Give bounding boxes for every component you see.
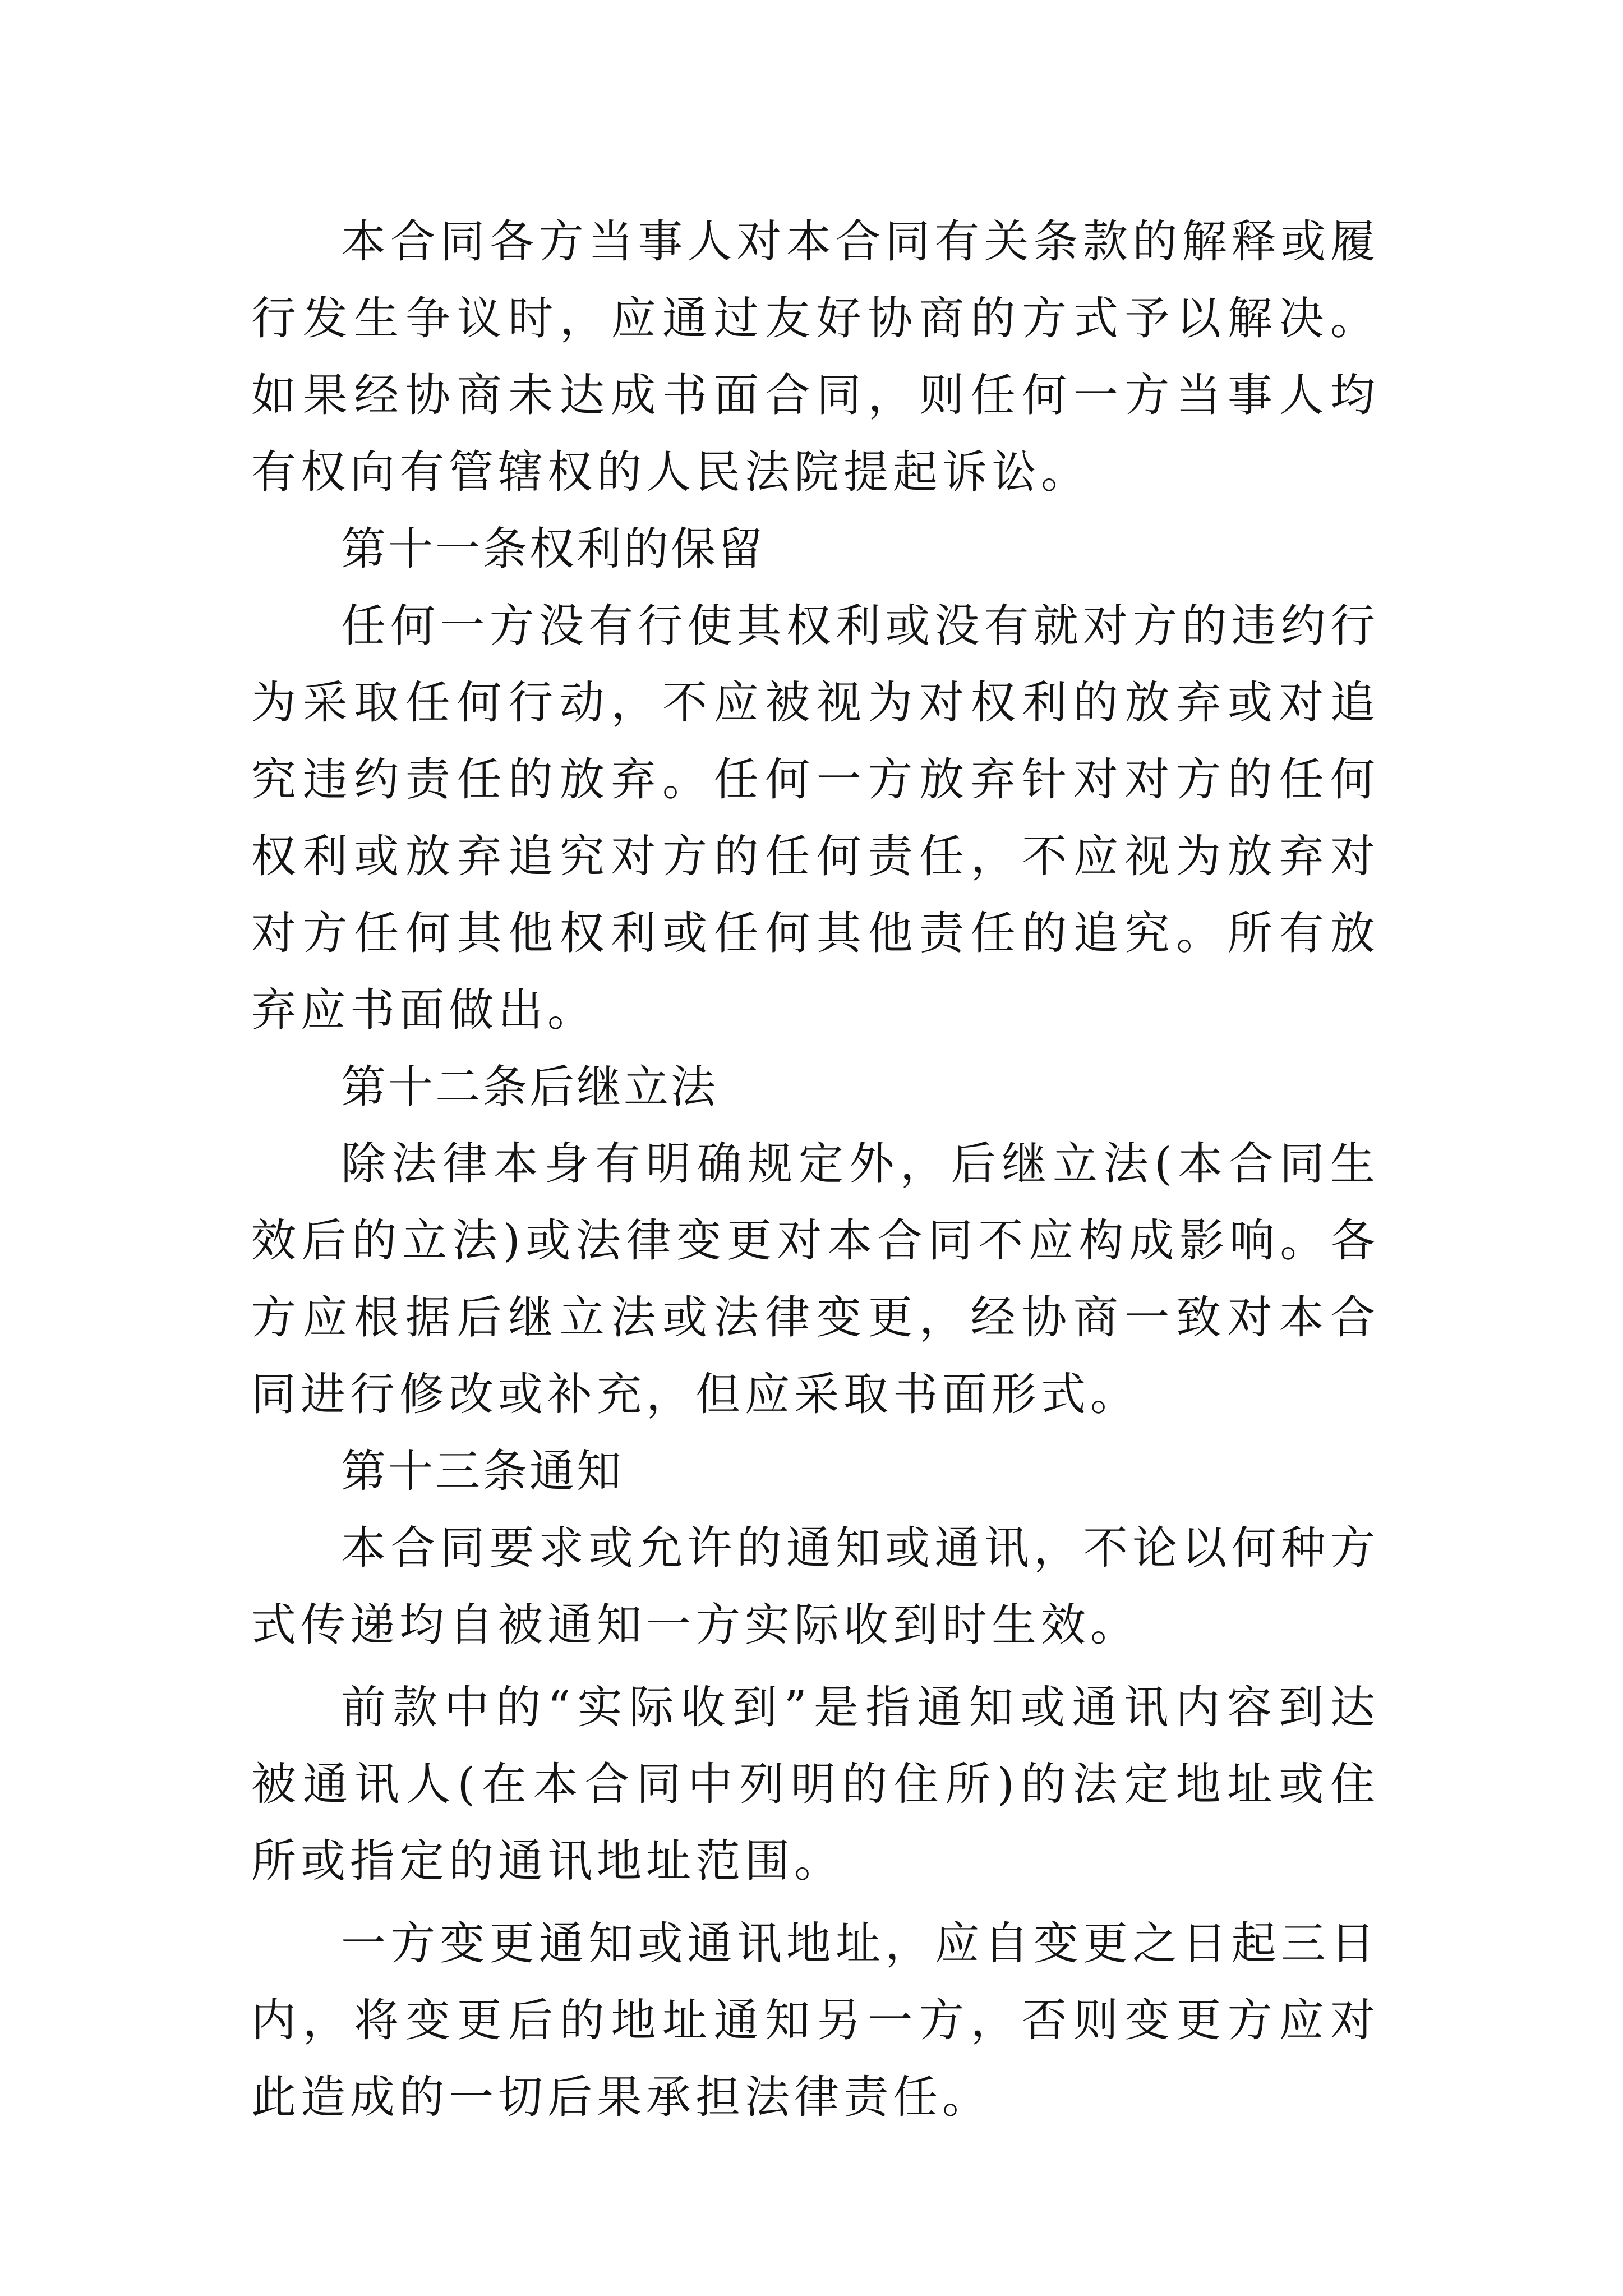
article-12-heading: 第十二条后继立法 [341,1061,718,1113]
paragraph-actual-receipt: 前款中的“实际收到”是指通知或通讯内容到达被通讯人(在本合同中列明的住所)的法定地址或住所或指定的通讯地址范围。 [251,1681,1380,1887]
paragraph-subsequent-legislation: 除法律本身有明确规定外，后继立法(本合同生效后的立法)或法律变更对本合同不应构成影响。各方应根据后继立法或法律变更，经协商一致对本合同进行修改或补充，但应采取书面形式。 [251,1138,1380,1420]
document-body [251,203,1380,2136]
paragraph-address-change: 一方变更通知或通讯地址，应自变更之日起三日内，将变更后的地址通知另一方，否则变更方应对此造成的一切后果承担法律责任。 [251,1917,1380,2123]
article-13-heading: 第十三条通知 [341,1445,624,1497]
article-11-heading: 第十一条权利的保留 [341,523,765,575]
paragraph-reservation-of-rights: 任何一方没有行使其权利或没有就对方的违约行为采取任何行动，不应被视为对权利的放弃或对追究违约责任的放弃。任何一方放弃针对对方的任何权利或放弃追究对方的任何责任，不应视为放弃对对方任何其他权利或任何其他责任的追究。所有放弃应书面做出。 [251,600,1380,1036]
paragraph-notice-effective: 本合同要求或允许的通知或通讯，不论以何种方式传递均自被通知一方实际收到时生效。 [251,1522,1380,1651]
paragraph-dispute-resolution: 本合同各方当事人对本合同有关条款的解释或履行发生争议时，应通过友好协商的方式予以解决。如果经协商未达成书面合同，则任何一方当事人均有权向有管辖权的人民法院提起诉讼。 [251,215,1380,498]
